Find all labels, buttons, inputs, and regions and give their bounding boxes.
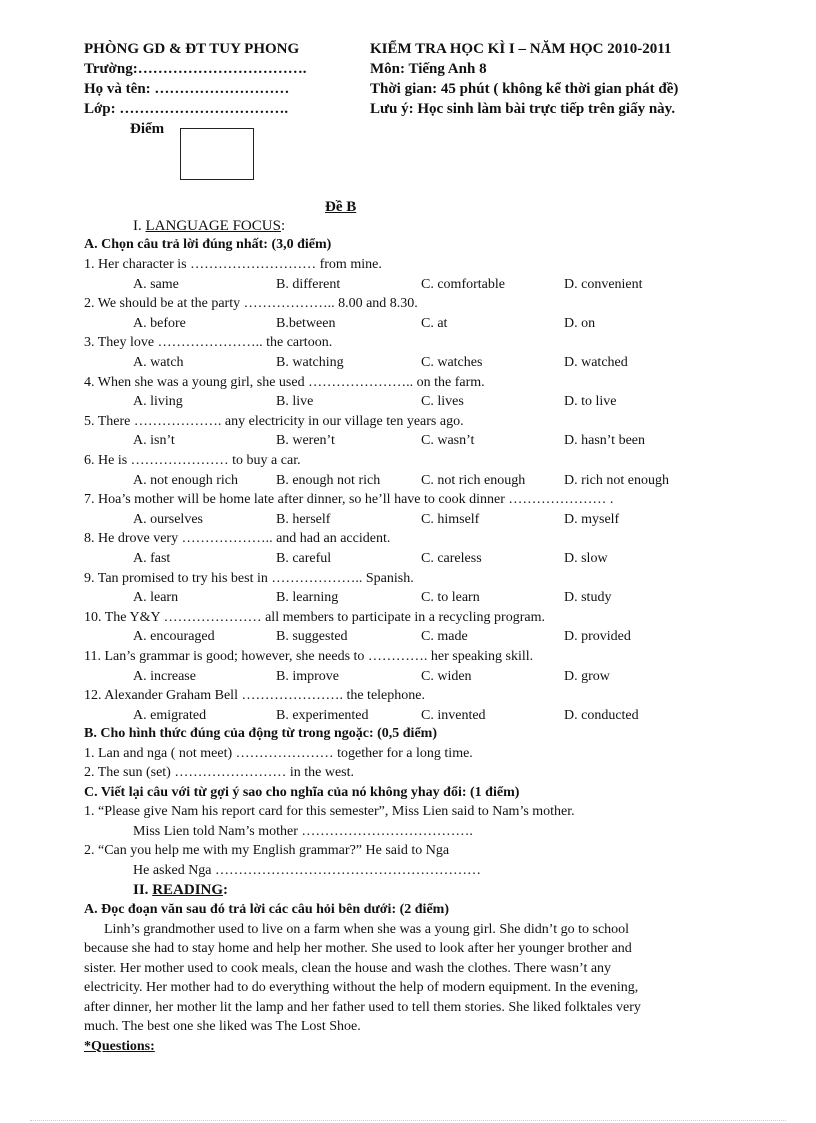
answer-option: B. suggested — [276, 629, 348, 645]
part-a-title: A. Chọn câu trả lời đúng nhất: (3,0 điểm) — [84, 237, 332, 252]
question-text: 7. Hoa’s mother will be home late after dinner, so he’ll have to cook dinner ………………… . — [84, 492, 614, 508]
name-field: Họ và tên: ……………………… — [84, 81, 290, 97]
answer-option: D. grow — [564, 668, 610, 684]
section-1-colon: : — [280, 218, 286, 234]
question-text: 4. When she was a young girl, she used ………………….. on the farm. — [84, 374, 485, 390]
answer-option: D. rich not enough — [564, 472, 669, 488]
question-text: 3. They love ………………….. the cartoon. — [84, 335, 333, 351]
school-field: Trường:……………………………. — [84, 61, 307, 77]
answer-option: A. same — [133, 276, 179, 292]
questions-label: *Questions: — [84, 1039, 155, 1054]
answer-option: B.between — [276, 315, 336, 331]
part-b-item-2: 2. The sun (set) …………………… in the west. — [84, 765, 354, 780]
answer-option: A. not enough rich — [133, 472, 238, 488]
exam-note: Lưu ý: Học sinh làm bài trực tiếp trên giấy này. — [370, 101, 676, 117]
answer-option: D. on — [564, 315, 596, 331]
question-text: 1. Her character is ……………………… from mine. — [84, 257, 382, 272]
answer-option: A. emigrated — [133, 707, 207, 723]
exam-code: Đề B — [325, 199, 357, 215]
answer-option: C. watches — [421, 355, 483, 370]
subject: Môn: Tiếng Anh 8 — [370, 61, 487, 77]
answer-option: A. ourselves — [133, 511, 203, 527]
part-b-title: B. Cho hình thức đúng của động từ trong ngoặc: (0,5 điểm) — [84, 726, 437, 741]
answer-option: C. made — [421, 629, 468, 645]
passage-line: because she had to stay home and help her mother. She used to look after her younger brother and — [84, 941, 632, 956]
section-1-number: I. — [133, 218, 142, 234]
part-c-answer-1: Miss Lien told Nam’s mother ………………………………. — [133, 824, 473, 839]
part-c-item-1: 1. “Please give Nam his report card for this semester”, Miss Lien said to Nam’s mother. — [84, 804, 575, 819]
answer-option: C. lives — [421, 394, 464, 410]
time-limit: Thời gian: 45 phút ( không kể thời gian phát đề) — [370, 81, 679, 97]
department-name: PHÒNG GD & ĐT TUY PHONG — [84, 41, 300, 57]
question-text: 8. He drove very ……………….. and had an accident. — [84, 531, 391, 547]
section-2-number: II. — [133, 882, 149, 898]
question-text: 6. He is ………………… to buy a car. — [84, 453, 301, 468]
part-c-item-2: 2. “Can you help me with my English grammar?” He said to Nga — [84, 843, 450, 858]
answer-option: B. live — [276, 394, 314, 410]
answer-option: D. conducted — [564, 707, 639, 723]
answer-option: C. widen — [421, 668, 472, 684]
answer-option: C. comfortable — [421, 276, 505, 292]
answer-option: B. watching — [276, 355, 344, 370]
answer-option: A. before — [133, 315, 186, 331]
answer-option: D. myself — [564, 511, 620, 527]
question-text: 12. Alexander Graham Bell …………………. the telephone. — [84, 688, 425, 704]
section-1-heading — [133, 217, 285, 235]
answer-option: D. study — [564, 590, 612, 606]
section-1-title: LANGUAGE FOCUS — [145, 218, 281, 234]
section-2-heading — [133, 881, 228, 899]
score-box — [180, 128, 254, 180]
answer-option: C. invented — [421, 707, 486, 723]
answer-option: A. fast — [133, 551, 171, 566]
answer-option: C. at — [421, 315, 448, 331]
answer-option: B. learning — [276, 590, 339, 606]
passage-line: Linh’s grandmother used to live on a farm when she was a young girl. She didn’t go to school — [104, 922, 630, 937]
section-2-title: READING — [152, 882, 224, 898]
score-label: Điểm — [130, 121, 165, 137]
reading-part-a-title: A. Đọc đoạn văn sau đó trả lời các câu hỏi bên dưới: (2 điểm) — [84, 902, 449, 917]
question-text: 2. We should be at the party ……………….. 8.00 and 8.30. — [84, 296, 418, 312]
answer-option: C. careless — [421, 551, 482, 566]
answer-option: D. to live — [564, 394, 617, 410]
answer-option: A. living — [133, 394, 183, 410]
class-field: Lớp: ……………………………. — [84, 101, 289, 117]
answer-option: B. improve — [276, 668, 339, 684]
answer-option: C. wasn’t — [421, 433, 475, 449]
answer-option: B. experimented — [276, 707, 369, 723]
answer-option: A. encouraged — [133, 629, 215, 645]
part-c-answer-2: He asked Nga ………………………………………………… — [133, 863, 482, 878]
passage-line: much. The best one she liked was The Lost Shoe. — [84, 1019, 361, 1034]
question-text: 9. Tan promised to try his best in ……………….. Spanish. — [84, 570, 414, 586]
section-2-colon: : — [223, 882, 229, 898]
part-c-title: C. Viết lại câu với từ gợi ý sao cho nghĩa của nó không yhay đổi: (1 điểm) — [84, 785, 520, 800]
question-text: 11. Lan’s grammar is good; however, she needs to …………. her speaking skill. — [84, 649, 534, 664]
answer-option: A. isn’t — [133, 433, 175, 449]
answer-option: A. learn — [133, 590, 179, 606]
answer-option: C. himself — [421, 511, 480, 527]
exam-title: KIỂM TRA HỌC KÌ I – NĂM HỌC 2010-2011 — [370, 41, 672, 57]
passage-line: sister. Her mother used to cook meals, clean the house and wash the clothes. There wasn’t any — [84, 961, 612, 976]
answer-option: D. watched — [564, 355, 628, 370]
question-text: 5. There ………………. any electricity in our village ten years ago. — [84, 413, 464, 429]
question-text: 10. The Y&Y ………………… all members to participate in a recycling program. — [84, 609, 545, 625]
page-bottom-rule — [30, 1120, 786, 1121]
answer-option: C. to learn — [421, 590, 480, 606]
passage-line: electricity. Her mother had to do everything without the help of modern equipment. In the evening, — [84, 980, 639, 995]
answer-option: B. herself — [276, 511, 331, 527]
answer-option: B. weren’t — [276, 433, 335, 449]
answer-option: B. different — [276, 276, 341, 292]
answer-option: A. watch — [133, 355, 184, 370]
answer-option: A. increase — [133, 668, 196, 684]
answer-option: D. hasn’t been — [564, 433, 645, 449]
passage-line: after dinner, her mother lit the lamp and her father used to tell them stories. She liked folktales very — [84, 1000, 641, 1015]
answer-option: D. provided — [564, 629, 631, 645]
answer-option: D. slow — [564, 551, 608, 566]
part-b-item-1: 1. Lan and nga ( not meet) ………………… together for a long time. — [84, 746, 473, 761]
answer-option: B. enough not rich — [276, 472, 381, 488]
answer-option: C. not rich enough — [421, 472, 526, 488]
answer-option: B. careful — [276, 551, 332, 566]
answer-option: D. convenient — [564, 276, 643, 292]
